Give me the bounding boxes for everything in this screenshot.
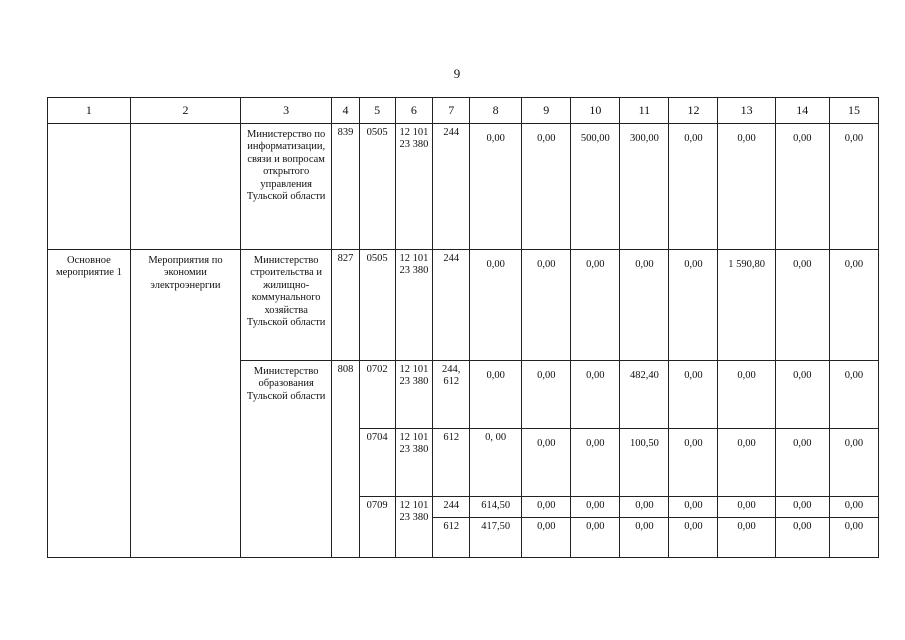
value-cell: 0,00 bbox=[522, 429, 571, 497]
column-header: 14 bbox=[775, 98, 829, 124]
value-cell: 0,00 bbox=[829, 124, 878, 250]
value-cell: 0,00 bbox=[829, 497, 878, 518]
value-cell: 0,00 bbox=[669, 124, 718, 250]
value-cell: 0,00 bbox=[669, 429, 718, 497]
budget-table bbox=[47, 97, 879, 558]
type-cell: 244 bbox=[433, 497, 470, 518]
column-header: 3 bbox=[241, 98, 332, 124]
value-cell: 300,00 bbox=[620, 124, 669, 250]
column-header: 1 bbox=[48, 98, 131, 124]
table-row bbox=[48, 124, 879, 250]
value-cell: 614,50 bbox=[470, 497, 522, 518]
table-header-row bbox=[48, 98, 879, 124]
column-header: 9 bbox=[522, 98, 571, 124]
value-cell: 0,00 bbox=[829, 518, 878, 558]
value-cell: 0,00 bbox=[571, 497, 620, 518]
value-cell: 0,00 bbox=[571, 250, 620, 361]
type-cell: 612 bbox=[433, 429, 470, 497]
value-cell: 0,00 bbox=[669, 250, 718, 361]
value-cell: 0,00 bbox=[829, 361, 878, 429]
section-cell: 0505 bbox=[359, 250, 395, 361]
column-header: 10 bbox=[571, 98, 620, 124]
value-cell: 0,00 bbox=[829, 429, 878, 497]
target-cell: 12 101 23 380 bbox=[395, 250, 433, 361]
value-cell: 0,00 bbox=[470, 124, 522, 250]
type-cell: 612 bbox=[433, 518, 470, 558]
code-cell: 839 bbox=[332, 124, 360, 250]
value-cell: 0,00 bbox=[718, 497, 775, 518]
section-cell: 0505 bbox=[359, 124, 395, 250]
value-cell: 0,00 bbox=[620, 250, 669, 361]
column-header: 11 bbox=[620, 98, 669, 124]
value-cell: 0,00 bbox=[718, 429, 775, 497]
column-header: 6 bbox=[395, 98, 433, 124]
column-header: 5 bbox=[359, 98, 395, 124]
value-cell: 0,00 bbox=[775, 518, 829, 558]
value-cell: 0,00 bbox=[669, 361, 718, 429]
target-cell: 12 101 23 380 bbox=[395, 124, 433, 250]
value-cell: 482,40 bbox=[620, 361, 669, 429]
value-cell: 0,00 bbox=[669, 518, 718, 558]
value-cell: 500,00 bbox=[571, 124, 620, 250]
event-cell: Мероприятия по экономии электроэнергии bbox=[130, 250, 240, 558]
value-cell: 0, 00 bbox=[470, 429, 522, 497]
target-cell: 12 101 23 380 bbox=[395, 361, 433, 429]
value-cell: 0,00 bbox=[775, 497, 829, 518]
code-cell: 808 bbox=[332, 361, 360, 558]
value-cell: 0,00 bbox=[718, 361, 775, 429]
measure-cell: Основное мероприятие 1 bbox=[48, 250, 131, 558]
value-cell: 0,00 bbox=[522, 124, 571, 250]
value-cell: 0,00 bbox=[522, 518, 571, 558]
grbs-cell: Министерство строительства и жилищно-коммунального хозяйства Тульской области bbox=[241, 250, 332, 361]
value-cell: 0,00 bbox=[620, 497, 669, 518]
section-cell: 0702 bbox=[359, 361, 395, 429]
value-cell: 0,00 bbox=[669, 497, 718, 518]
value-cell: 0,00 bbox=[775, 429, 829, 497]
column-header: 4 bbox=[332, 98, 360, 124]
value-cell: 0,00 bbox=[718, 518, 775, 558]
value-cell: 0,00 bbox=[775, 124, 829, 250]
code-cell: 827 bbox=[332, 250, 360, 361]
type-cell: 244 bbox=[433, 124, 470, 250]
value-cell: 0,00 bbox=[775, 250, 829, 361]
value-cell: 0,00 bbox=[522, 497, 571, 518]
column-header: 12 bbox=[669, 98, 718, 124]
column-header: 8 bbox=[470, 98, 522, 124]
value-cell: 0,00 bbox=[620, 518, 669, 558]
table-row bbox=[48, 250, 879, 361]
type-cell: 244, 612 bbox=[433, 361, 470, 429]
value-cell: 0,00 bbox=[571, 429, 620, 497]
column-header: 7 bbox=[433, 98, 470, 124]
value-cell: 0,00 bbox=[522, 361, 571, 429]
value-cell: 0,00 bbox=[470, 361, 522, 429]
value-cell: 1 590,80 bbox=[718, 250, 775, 361]
value-cell: 0,00 bbox=[571, 518, 620, 558]
column-header: 15 bbox=[829, 98, 878, 124]
target-cell: 12 101 23 380 bbox=[395, 497, 433, 558]
event-cell bbox=[130, 124, 240, 250]
value-cell: 0,00 bbox=[775, 361, 829, 429]
column-header: 2 bbox=[130, 98, 240, 124]
grbs-cell: Министерство образования Тульской области bbox=[241, 361, 332, 558]
column-header: 13 bbox=[718, 98, 775, 124]
value-cell: 0,00 bbox=[522, 250, 571, 361]
section-cell: 0704 bbox=[359, 429, 395, 497]
value-cell: 0,00 bbox=[718, 124, 775, 250]
target-cell: 12 101 23 380 bbox=[395, 429, 433, 497]
value-cell: 417,50 bbox=[470, 518, 522, 558]
type-cell: 244 bbox=[433, 250, 470, 361]
measure-cell bbox=[48, 124, 131, 250]
value-cell: 0,00 bbox=[829, 250, 878, 361]
grbs-cell: Министерство по информатизации, связи и вопросам открытого управления Тульской области bbox=[241, 124, 332, 250]
value-cell: 100,50 bbox=[620, 429, 669, 497]
page-number: 9 bbox=[453, 66, 461, 81]
value-cell: 0,00 bbox=[470, 250, 522, 361]
value-cell: 0,00 bbox=[571, 361, 620, 429]
section-cell: 0709 bbox=[359, 497, 395, 558]
